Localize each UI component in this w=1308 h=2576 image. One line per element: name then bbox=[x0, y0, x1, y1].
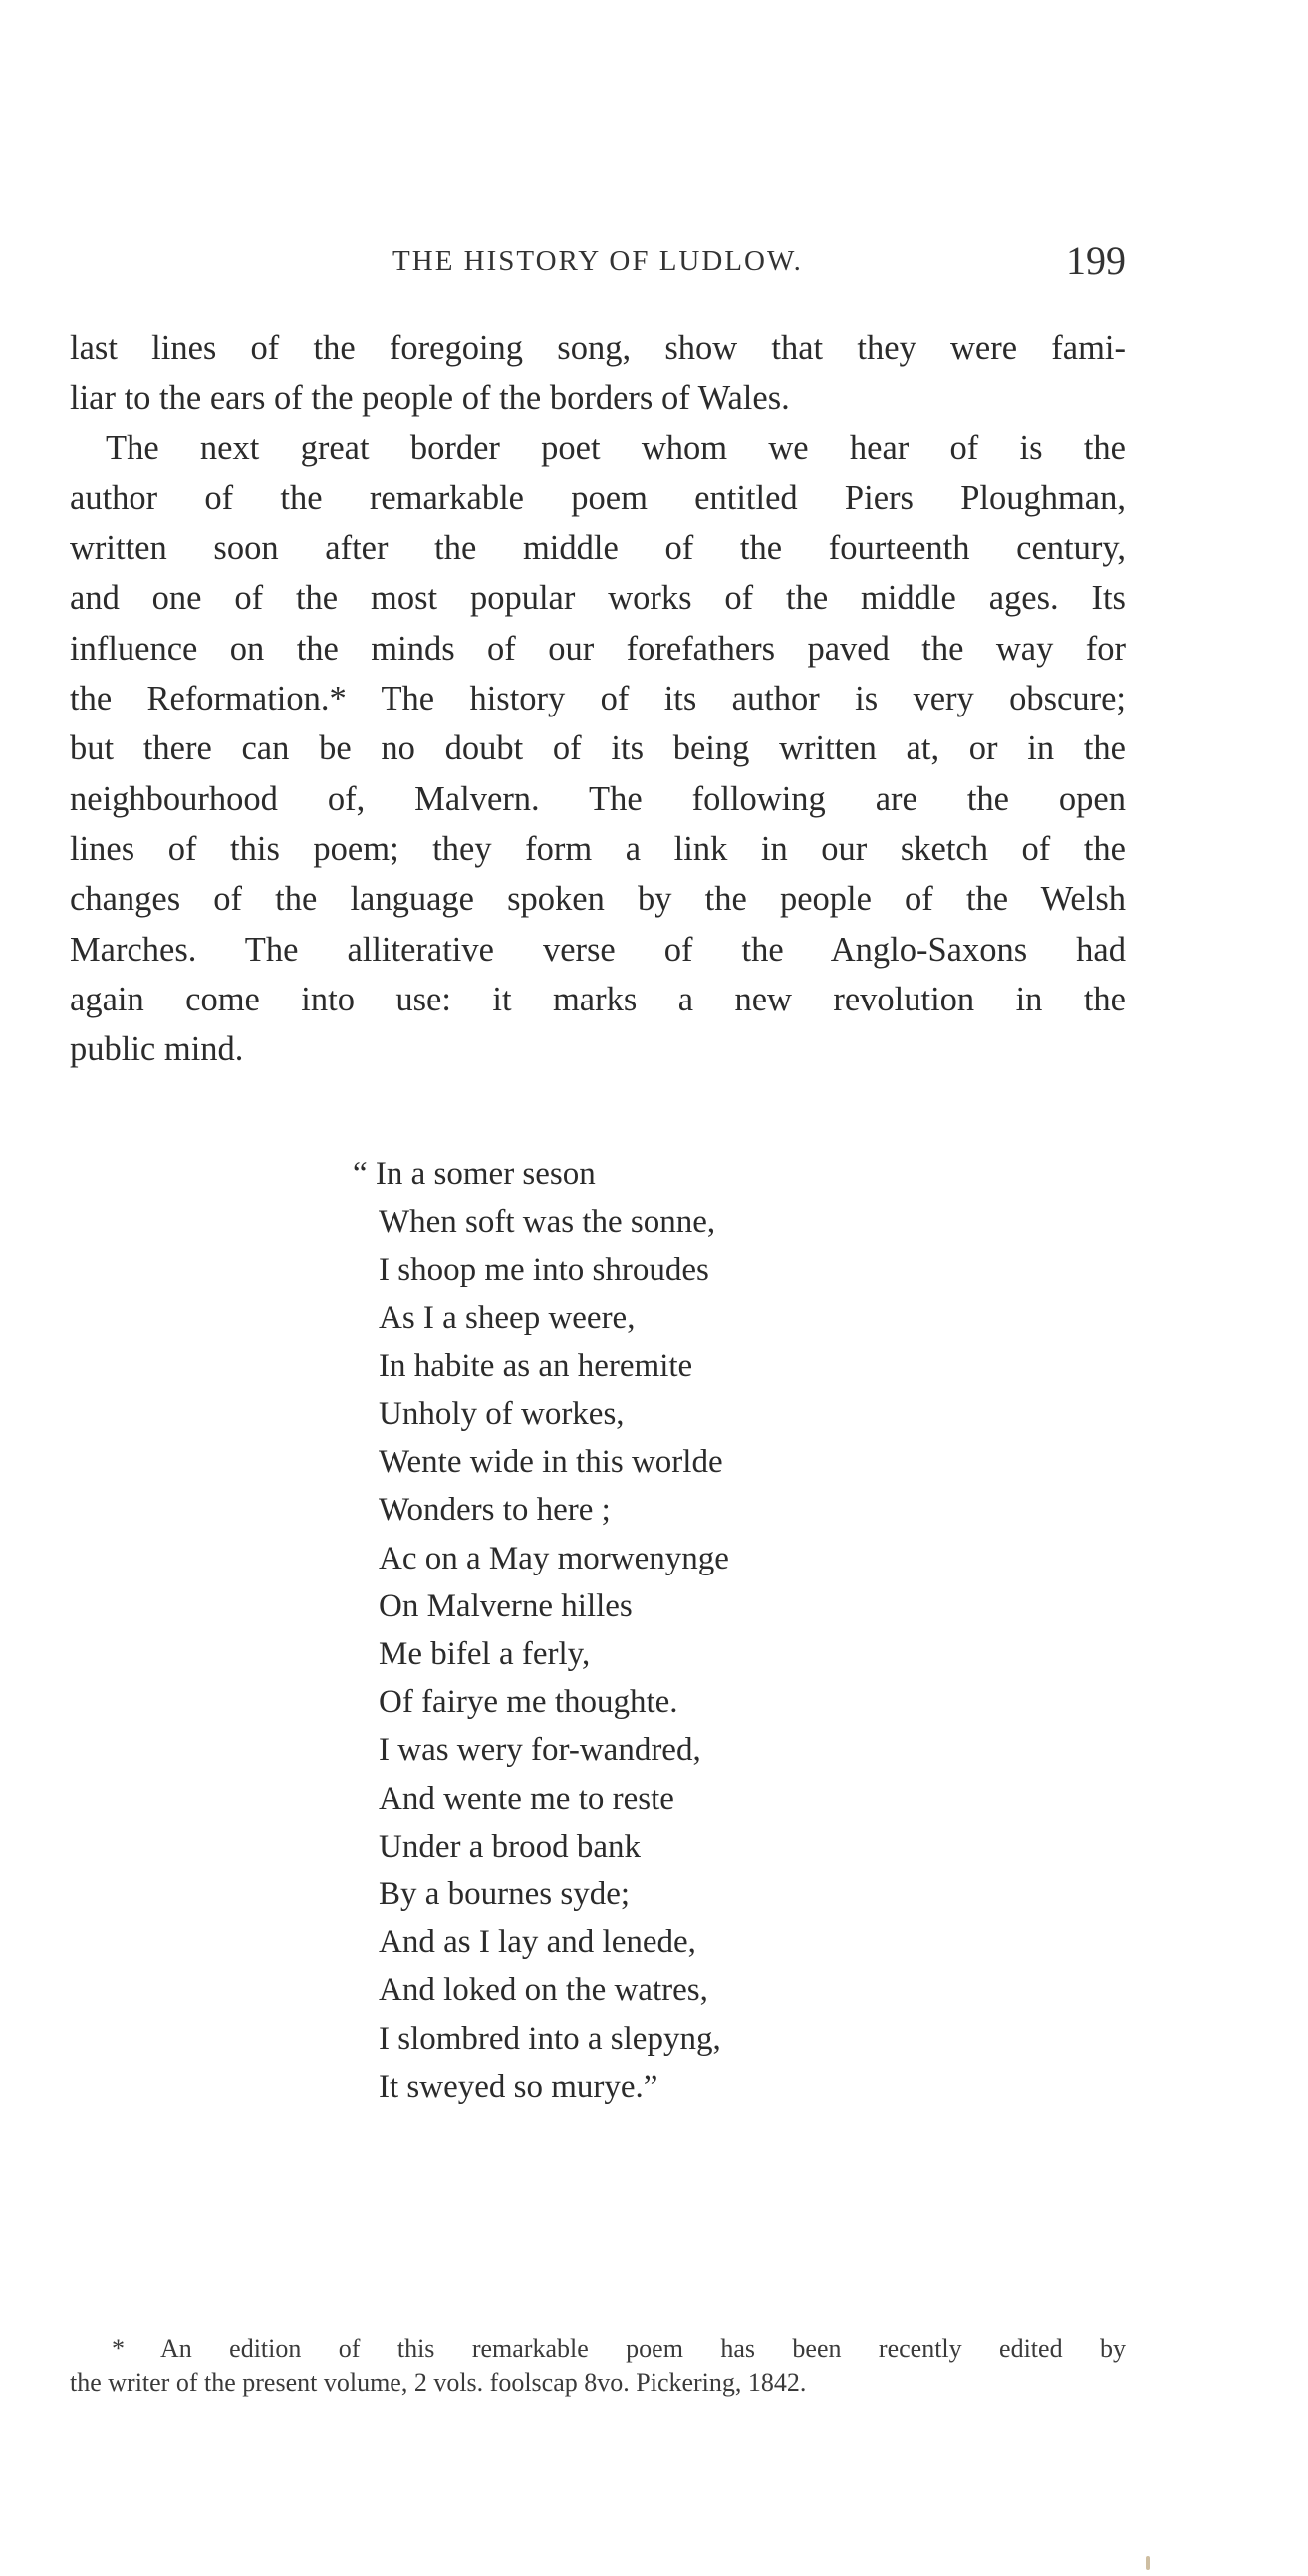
poem-line: I shoop me into shroudes bbox=[379, 1252, 709, 1288]
footnote-line: the writer of the present volume, 2 vols. foolscap 8vo. Pickering, 1842. bbox=[70, 2368, 807, 2397]
paper-speck bbox=[1146, 2556, 1150, 2570]
body-line: the Reformation.* The history of its author is very obscure; bbox=[70, 680, 1126, 718]
poem-line: And as I lay and lenede, bbox=[379, 1924, 696, 1961]
poem-line: Under a brood bank bbox=[379, 1828, 642, 1864]
body-line: liar to the ears of the people of the borders of Wales. bbox=[70, 379, 790, 418]
body-line: last lines of the foregoing song, show that they were fami- bbox=[70, 329, 1126, 367]
body-line: and one of the most popular works of the middle ages. Its bbox=[70, 579, 1126, 618]
poem-line: By a bournes syde; bbox=[379, 1876, 631, 1913]
poem-line: It sweyed so murye.” bbox=[379, 2068, 658, 2105]
body-line: written soon after the middle of the fourteenth century, bbox=[70, 529, 1126, 568]
poem-line: And loked on the watres, bbox=[379, 1972, 708, 2009]
body-line: influence on the minds of our forefathers paved the way for bbox=[70, 629, 1126, 668]
body-line: again come into use: it marks a new revolution in the bbox=[70, 980, 1126, 1018]
poem-line: When soft was the sonne, bbox=[379, 1204, 716, 1241]
body-line: The next great border poet whom we hear of is the bbox=[106, 429, 1126, 467]
poem-line: I was wery for-wandred, bbox=[379, 1732, 701, 1769]
footnote bbox=[70, 2332, 1126, 2400]
poem-line: “ In a somer seson bbox=[353, 1156, 596, 1192]
poem-line: And wente me to reste bbox=[379, 1780, 674, 1817]
running-title: THE HISTORY OF LUDLOW. bbox=[392, 245, 803, 277]
poem-line: Wente wide in this worlde bbox=[379, 1444, 723, 1481]
footnote-line: * An edition of this remarkable poem has been recently edited by bbox=[112, 2334, 1126, 2363]
page-number: 199 bbox=[1066, 238, 1126, 283]
body-line: neighbourhood of, Malvern. The following are the open bbox=[70, 779, 1126, 818]
body-paragraphs bbox=[70, 323, 1126, 1074]
body-line: lines of this poem; they form a link in our sketch of the bbox=[70, 829, 1126, 868]
poem-line: Unholy of workes, bbox=[379, 1396, 625, 1433]
poem-line: As I a sheep weere, bbox=[379, 1299, 636, 1336]
poem-line: Me bifel a ferly, bbox=[379, 1636, 591, 1673]
body-line: but there can be no doubt of its being written at, or in the bbox=[70, 729, 1126, 768]
body-line: public mind. bbox=[70, 1030, 244, 1069]
poem-line: Of fairye me thoughte. bbox=[379, 1684, 678, 1721]
poem-line: Wonders to here ; bbox=[379, 1492, 611, 1529]
body-line: Marches. The alliterative verse of the Anglo-Saxons had bbox=[70, 930, 1126, 969]
running-head bbox=[70, 237, 1126, 297]
poem-line: Ac on a May morwenynge bbox=[379, 1540, 729, 1576]
poem-quotation bbox=[353, 1150, 1136, 2111]
poem-line: On Malverne hilles bbox=[379, 1587, 633, 1624]
poem-line: I slombred into a slepyng, bbox=[379, 2020, 721, 2057]
poem-line: In habite as an heremite bbox=[379, 1347, 693, 1384]
body-line: changes of the language spoken by the people of the Welsh bbox=[70, 880, 1126, 919]
body-line: author of the remarkable poem entitled Piers Ploughman, bbox=[70, 478, 1126, 517]
